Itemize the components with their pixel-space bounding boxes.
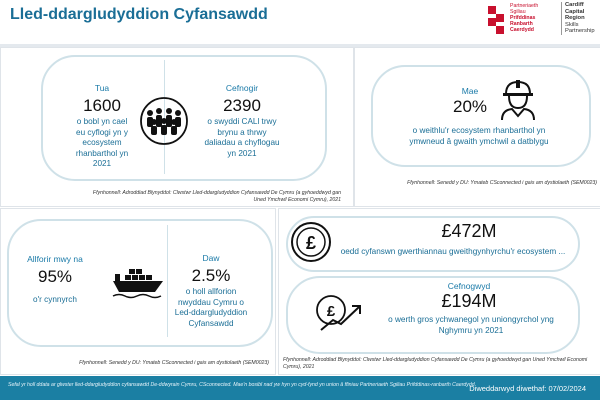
gva-label: Cefnogwyd xyxy=(447,281,491,291)
svg-text:£: £ xyxy=(326,303,336,320)
logo-welsh-line: Prifddinas xyxy=(510,15,536,22)
workers-value: 1600 xyxy=(83,96,121,115)
desc-line: Led-ddargludyddion xyxy=(174,308,248,317)
logo-welsh-line: Partneriaeth xyxy=(510,3,539,9)
logo-welsh-text xyxy=(510,3,558,33)
gva-description xyxy=(373,315,569,336)
desc-line: brynu a thrwy xyxy=(217,127,267,137)
rnd-description xyxy=(377,126,581,147)
desc-line: eu cyflogi yn y xyxy=(76,127,128,137)
last-updated-date: Diweddarwyd diwethaf: 07/02/2024 xyxy=(469,384,586,393)
logo-mark-icon xyxy=(486,4,506,36)
logo-welsh-line: Caerdydd xyxy=(510,27,534,34)
pound-coin-icon xyxy=(290,221,332,263)
turnover-description: oedd cyfanswn gwerthiannau gweithgynhyrchu'r ecosystem ... xyxy=(340,247,566,256)
header xyxy=(0,0,600,44)
gva-value: £194M xyxy=(441,291,497,311)
desc-line: o werth gros ychwanegol yn uniongyrchol yng xyxy=(388,315,554,324)
jobs-description xyxy=(182,117,302,159)
logo-english-line: Region xyxy=(565,15,585,22)
rnd-value: 20% xyxy=(452,97,488,116)
rnd-label: Mae xyxy=(461,86,479,96)
desc-line: 2021 xyxy=(92,159,112,168)
source-top-left xyxy=(41,190,341,204)
panel-workforce xyxy=(0,47,354,207)
logo-english-text xyxy=(561,2,600,35)
logo-english-line: Partnership xyxy=(565,28,595,35)
logo-welsh-line: Sgiliau xyxy=(510,9,526,16)
source-top-right: Ffynhonnell: Senedd y DU: Ymateb CSconnected i gais am dystiolaeth (SEM0023) xyxy=(407,180,597,186)
desc-line: o weithlu'r ecosystem rhanbarthol yn xyxy=(412,126,546,135)
jobs-value: 2390 xyxy=(223,96,261,115)
source-line: Ffynhonnell: Adroddiad Blynyddol: Clwstwr Lled-ddargludyddion Cyfansawdd De Cymru (a gyhoeddwyd gan Uned Ymchwil Economi xyxy=(283,357,588,363)
desc-line: daliadau a chyflogau xyxy=(204,138,280,147)
exports-intl-description: o'r cynnyrch xyxy=(33,295,77,304)
panel-rnd xyxy=(354,47,600,207)
exports-wales-description xyxy=(165,287,257,329)
logo-english-line: Cardiff xyxy=(565,2,584,8)
source-bottom-right xyxy=(283,357,597,371)
svg-text:£: £ xyxy=(305,233,317,253)
source-bottom-left: Ffynhonnell: Senedd y DU: Ymateb CSconnected i gais am dystiolaeth (SEM0023) xyxy=(79,360,269,366)
desc-line: nwyddau Cymru o xyxy=(178,297,244,307)
desc-line: o holl allforion xyxy=(185,287,237,296)
engineer-hardhat-icon xyxy=(498,78,538,120)
turnover-value: £472M xyxy=(441,221,497,241)
exports-wales-label: Daw xyxy=(202,253,220,263)
cargo-ship-icon xyxy=(111,265,165,299)
source-line: Cymru), 2021 xyxy=(283,363,315,370)
panel-economy xyxy=(278,208,600,375)
logo-english-line: Skills xyxy=(565,21,579,28)
logo-welsh-line: Ranbarth xyxy=(510,21,533,28)
desc-line: o bobl yn cael xyxy=(76,117,128,126)
footer-bar xyxy=(0,376,600,400)
desc-line: yn 2021 xyxy=(227,148,257,158)
exports-intl-label: Allforir mwy na xyxy=(27,254,83,264)
workers-description xyxy=(53,117,151,170)
desc-line: Cyfansawdd xyxy=(188,318,234,328)
footer-note: Sefal yr holl ddata ar glwster lled-ddargludyddion cyfansawdd De-ddwyrain Cymru, CSconnected. Mae'n bosibl nad yw hyn yn cyd-fynd yn union â ffiniau Partneriaeth Sgiliau Prifddinas-ranbarth Caerdydd xyxy=(8,382,475,388)
desc-line: ecosystem xyxy=(82,138,122,147)
workers-label: Tua xyxy=(94,83,110,93)
cardiff-capital-region-logo xyxy=(486,2,598,40)
desc-line: Nghymru yn 2021 xyxy=(438,325,504,335)
desc-line: rhanbarthol yn xyxy=(75,148,129,158)
desc-line: o swyddi CALl trwy xyxy=(207,117,277,126)
source-line: Uned Ymchwil Economi Cymru), 2021 xyxy=(253,196,341,203)
exports-intl-value: 95% xyxy=(37,267,73,286)
pound-growth-icon xyxy=(315,293,365,333)
desc-line: ymwneud â gwaith ymchwil a datblygu xyxy=(409,136,549,146)
logo-english-line: Capital xyxy=(565,8,585,15)
exports-wales-value: 2.5% xyxy=(191,266,231,285)
jobs-label: Cefnogir xyxy=(225,83,259,93)
panel-exports xyxy=(0,208,276,375)
source-line: Ffynhonnell: Adroddiad Blynyddol: Clwstwr Lled-ddargludyddion Cyfansawdd De Cymru (a gyhoeddwyd gan xyxy=(92,190,341,196)
page-title: Lled-ddargludyddion Cyfansawdd xyxy=(10,6,268,23)
